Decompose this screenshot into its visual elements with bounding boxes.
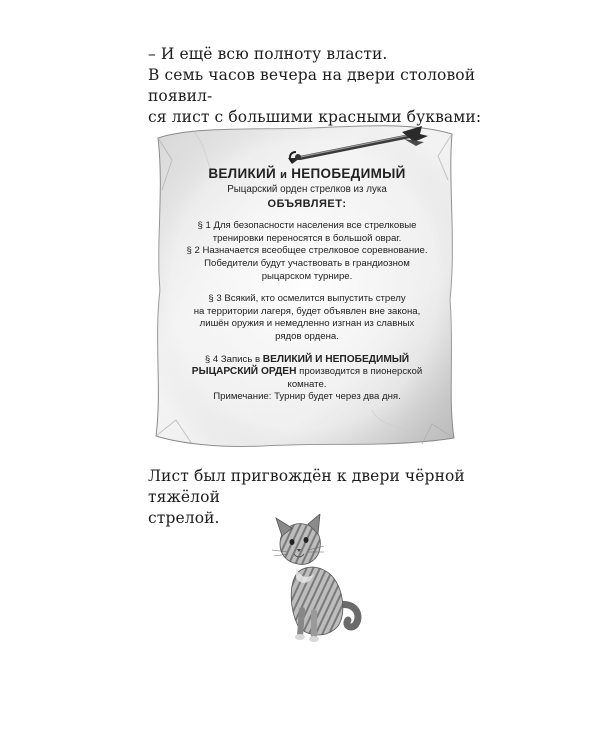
notice-announce: ОБЪЯВЛЯЕТ:: [267, 197, 347, 210]
prose-line: стрелой.: [148, 509, 220, 527]
notice-paragraph-1: [166, 220, 448, 245]
notice-note: Примечание: Турнир будет через два дня.: [213, 391, 401, 403]
notice-line: Победители будут участвовать в грандиозном: [204, 257, 410, 269]
prose-line: – И ещё всю полноту власти.: [148, 45, 388, 63]
notice-line: на территории лагеря, будет объявлен вне закона,: [193, 305, 421, 317]
notice-span: § 4 Запись в: [204, 353, 261, 365]
notice-bold: РЫЦАРСКИЙ ОРДЕН: [191, 366, 297, 378]
prose-line: В семь часов вечера на двери столовой появил-: [148, 66, 476, 105]
title-word: и: [280, 169, 288, 181]
notice-line: рядов ордена.: [275, 330, 339, 342]
notice-line: рыцарском турнире.: [261, 270, 353, 282]
notice-subtitle: Рыцарский орден стрелков из лука: [227, 184, 387, 195]
notice-bold: ВЕЛИКИЙ И НЕПОБЕДИМЫЙ: [262, 353, 410, 365]
notice-line: лишён оружия и немедленно изгнан из славных: [199, 318, 415, 330]
kitten-illustration: [258, 514, 368, 644]
arrow-icon: [282, 122, 432, 172]
notice-paragraph-2: [166, 245, 448, 283]
notice-line: § 3 Всякий, кто осмелится выпустить стрелу: [208, 293, 406, 305]
prose-line: Лист был пригвождён к двери чёрной тяжёлой: [148, 467, 465, 506]
prose-line: ся лист с большими красными буквами:: [148, 108, 482, 126]
notice-line: § 1 Для безопасности населения все стрелковые: [197, 220, 417, 232]
notice-line: комнате.: [287, 378, 327, 390]
notice-line: § 2 Назначается всеобщее стрелковое соревнование.: [186, 245, 428, 257]
notice-text: [166, 160, 448, 428]
notice-paragraph-3: [166, 293, 448, 343]
notice-span: производится в пионерской: [299, 366, 423, 378]
title-word: ВЕЛИКИЙ: [208, 166, 277, 181]
notice-paragraph-4: [166, 354, 448, 404]
top-paragraph: [148, 44, 508, 128]
title-word: НЕПОБЕДИМЫЙ: [291, 166, 406, 181]
notice-line: тренировки переносятся в большой овраг.: [212, 232, 402, 244]
